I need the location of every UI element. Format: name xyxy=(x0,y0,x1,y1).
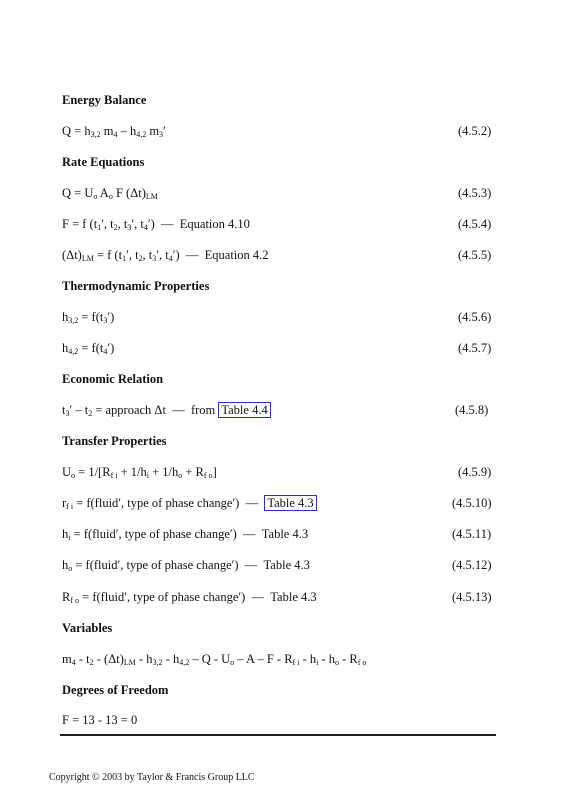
heading-rate-equations: Rate Equations xyxy=(62,155,145,169)
heading-economic-relation: Economic Relation xyxy=(62,372,164,386)
heading-degrees-of-freedom: Degrees of Freedom xyxy=(62,683,169,697)
equation-4-5-10: $r_{f i}$ = f(fluid′, type of phase change′) — Table 4.3 xyxy=(62,496,317,511)
equation-4-5-6: $h_{3,2} = f(t_3')$ xyxy=(62,310,115,325)
eq-number: (4.5.5) xyxy=(458,248,492,262)
eq-number: (4.5.3) xyxy=(458,186,492,200)
eq-number: (4.5.4) xyxy=(458,217,492,231)
eq-number: (4.5.8) xyxy=(455,403,489,417)
eq-number: (4.5.7) xyxy=(458,341,492,355)
eq-number: (4.5.6) xyxy=(458,310,492,324)
eq-number: (4.5.10) xyxy=(452,496,492,510)
link-table-4-4[interactable]: Table 4.4 xyxy=(218,402,270,418)
equation-4-5-4: F = f ($t_1'$, $t_2$, $t_3'$, $t_4'$) — Equation 4.10 xyxy=(62,217,250,232)
heading-variables: Variables xyxy=(62,621,113,635)
equation-4-5-3: $Q = U_o$ $A_o$ F $(\Delta t)_{LM}$ xyxy=(62,186,158,201)
equation-4-5-5: $(\Delta t)_{LM} = f$ ($t_1'$, $t_2$, $t_3'$, $t_4'$) — Equation 4.2 xyxy=(62,248,269,263)
eq-number: (4.5.13) xyxy=(452,590,492,604)
eq-number: (4.5.2) xyxy=(458,124,492,138)
equation-4-5-9: $U_o = 1/[R_{f i} + 1/h_i + 1/h_o + R_{f o}]$ xyxy=(62,465,217,480)
equation-4-5-2: $Q = h_{3,2}$ $m_4 - h_{4,2}$ $m_3'$ xyxy=(62,124,166,139)
heading-thermodynamic-properties: Thermodynamic Properties xyxy=(62,279,210,293)
copyright-footer: Copyright © 2003 by Taylor & Francis Group LLC xyxy=(49,772,255,783)
variables-list: $m_4 - t_2 - (\Delta t)_{LM} - h_{3,2} - h_{4,2}$ – Q - $U_o$ – A – F - $R_{f i} - h_i - h_o - R_{f o}$ xyxy=(62,652,367,667)
eq-number: (4.5.9) xyxy=(458,465,492,479)
link-table-4-3[interactable]: Table 4.3 xyxy=(264,495,316,511)
ref-table-4-3: Table 4.3 xyxy=(263,558,310,572)
ref-equation-4-2: Equation 4.2 xyxy=(204,248,269,262)
ref-table-4-3: Table 4.3 xyxy=(261,527,309,541)
ref-equation-4-10: Equation 4.10 xyxy=(179,217,250,231)
eq-number: (4.5.12) xyxy=(452,558,492,572)
equation-4-5-8: $t_3' - t_2$ = approach Δt — from Table 4.4 xyxy=(62,403,271,418)
equation-4-5-11: $h_i$ = f(fluid′, type of phase change′) — Table 4.3 xyxy=(62,527,309,542)
degrees-of-freedom-equation: F = 13 - 13 = 0 xyxy=(62,713,138,727)
divider xyxy=(60,734,496,736)
ref-table-4-3: Table 4.3 xyxy=(270,590,317,604)
heading-energy-balance: Energy Balance xyxy=(62,93,147,107)
eq-number: (4.5.11) xyxy=(452,527,492,541)
equation-4-5-7: $h_{4,2} = f(t_4')$ xyxy=(62,341,115,356)
heading-transfer-properties: Transfer Properties xyxy=(62,434,167,448)
equation-4-5-12: $h_o$ = f(fluid′, type of phase change′) — Table 4.3 xyxy=(62,558,310,573)
equation-4-5-13: $R_{f o}$ = f(fluid′, type of phase change′) — Table 4.3 xyxy=(62,590,317,605)
